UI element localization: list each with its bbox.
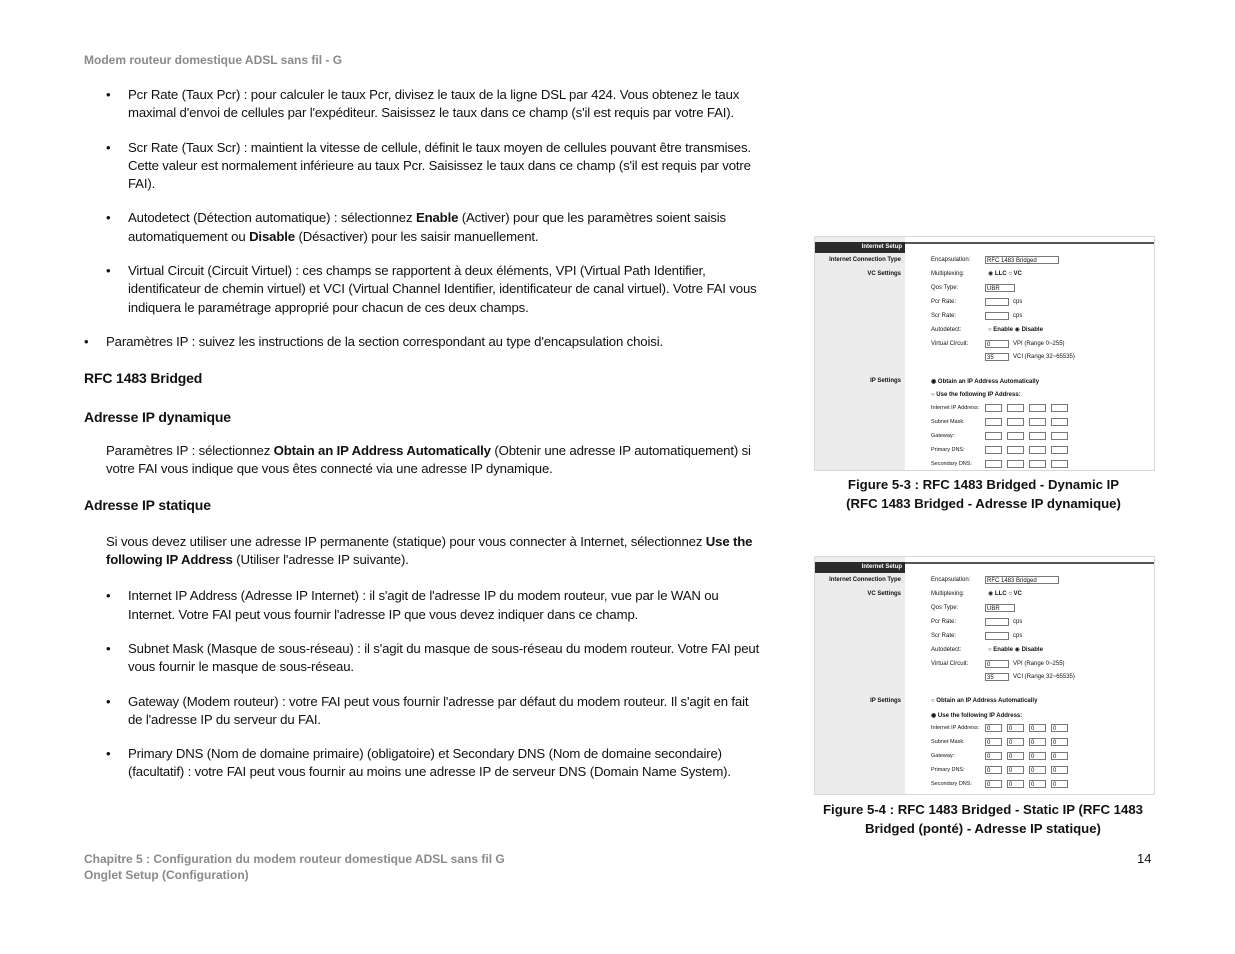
fig-field-label: Virtual Circuit: [931,341,969,347]
fig-topline [905,242,1154,244]
use-following-term: Use the following IP Address [106,533,753,568]
fig-field-label: Encapsulation: [931,257,971,263]
heading-rfc1483: RFC 1483 Bridged [84,370,203,387]
fig-ip-octet-input[interactable] [1029,432,1046,440]
vc-label: VC [1013,271,1022,277]
fig-ip-octet-input[interactable]: 0 [1051,766,1068,774]
fig-ip-octet-input[interactable]: 0 [985,766,1002,774]
footer [84,851,505,883]
caption-4-line2: Bridged (ponté) - Adresse IP statique) [865,821,1101,836]
llc-label: LLC [994,271,1007,277]
fig-ip-label: Subnet Mask: [931,739,965,745]
dyn-pre: Paramètres IP : sélectionnez [106,442,274,458]
obtain-label: Obtain an IP Address Automatically [937,379,1040,385]
fig-ip-octet-input[interactable] [1007,404,1024,412]
fig-cps-label: cps [1013,313,1023,319]
fig-tab-internet-setup: Internet Setup [815,562,905,573]
fig-ip-octet-input[interactable] [1051,418,1068,426]
fig-ip-octet-input[interactable]: 0 [1007,724,1024,732]
obtain-label: Obtain an IP Address Automatically [936,698,1038,704]
fig-ip-octet-input[interactable]: 0 [1051,738,1068,746]
fig-ip-octet-input[interactable] [985,460,1002,468]
figure-5-3-caption [814,475,1153,513]
autodetect-pre: Autodetect (Détection automatique) : sélectionnez [128,210,416,226]
vc-label: VC [1013,591,1022,597]
fig-cps-label: cps [1013,299,1023,305]
autodetect-post: (Désactiver) pour les saisir manuellement. [294,228,539,244]
static-ip-paragraph [106,533,760,570]
fig-ip-octet-input[interactable] [985,446,1002,454]
dyn-post: (Obtenir une adresse IP automatiquement) si votre FAI vous indique que vous êtes connecté via une adresse IP dynamique. [106,442,751,477]
fig-ip-octet-input[interactable] [1051,446,1068,454]
running-header: Modem routeur domestique ADSL sans fil - G [84,53,343,67]
fig-ip-label: Gateway: [931,433,955,439]
fig-field-label: Encapsulation: [931,577,971,583]
enable-label: Enable [993,327,1013,333]
fig-ip-label: Subnet Mask: [931,419,965,425]
stat-post: (Utiliser l'adresse IP suivante). [232,552,409,568]
fig-cps-label: cps [1013,633,1023,639]
fig-ip-label: Secondary DNS: [931,781,972,787]
fig-ip-octet-input[interactable] [1029,460,1046,468]
fig-label-vc-settings: VC Settings [867,591,901,597]
fig-ip-octet-input[interactable] [1007,460,1024,468]
fig-obtain-radio[interactable]: ◉ Obtain an IP Address Automatically [931,379,1040,385]
bullet-gateway: • Gateway (Modem routeur) : votre FAI peut vous fournir l'adresse par défaut du modem routeur. Il s'agit en fait de l'adresse IP du serveur du FAI. [106,693,760,730]
fig-multiplexing-radios[interactable]: ◉ LLC ○ VC [988,591,1022,597]
fig-autodetect-radios[interactable]: ○ Enable ◉ Disable [988,647,1043,653]
enable-label: Enable [993,647,1013,653]
main-text [84,86,760,798]
fig-ip-octet-input[interactable] [1051,460,1068,468]
fig-field-label: Qos Type: [931,605,959,611]
fig-ip-octet-input[interactable]: 0 [985,724,1002,732]
fig-field-label: Autodetect: [931,327,962,333]
fig-ip-label: Internet IP Address: [931,405,980,411]
fig-tab-internet-setup: Internet Setup [815,242,905,253]
fig-vpi-range: VPI (Range 0~255) [1013,661,1065,667]
obtain-term: Obtain an IP Address Automatically [273,442,491,458]
fig-field-label: Multiplexing: [931,271,965,277]
caption-4-line1: Figure 5-4 : RFC 1483 Bridged - Static IP (RFC 1483 [822,802,1143,817]
stat-pre: Si vous devez utiliser une adresse IP permanente (statique) pour vous connecter à Internet, sélectionnez [106,533,706,549]
caption-3-line2: (RFC 1483 Bridged - Adresse IP dynamique) [846,496,1121,511]
disable-term: Disable [249,228,295,244]
figure-5-4-screenshot [814,556,1155,795]
fig-vci-input[interactable]: 35 [985,673,1009,681]
disable-label: Disable [1021,647,1043,653]
fig-ip-octet-input[interactable]: 0 [985,738,1002,746]
fig-ip-octet-input[interactable] [985,432,1002,440]
fig-field-label: Qos Type: [931,285,959,291]
llc-label: LLC [994,591,1007,597]
caption-3-line1: Figure 5-3 : RFC 1483 Bridged - Dynamic IP [847,477,1120,492]
use-following-label: Use the following IP Address: [937,713,1023,719]
fig-ip-octet-input[interactable]: 0 [1029,766,1046,774]
fig-obtain-radio[interactable]: ○ Obtain an IP Address Automatically [931,698,1038,704]
fig-vpi-range: VPI (Range 0~255) [1013,341,1065,347]
fig-encapsulation-select[interactable]: RFC 1483 Bridged [985,256,1059,264]
fig-topline [905,562,1154,564]
fig-pcr-input[interactable] [985,618,1009,626]
fig-ip-octet-input[interactable] [1007,432,1024,440]
dynamic-ip-paragraph [106,442,760,479]
figure-5-3-screenshot [814,236,1155,471]
fig-ip-octet-input[interactable] [985,418,1002,426]
fig-cps-label: cps [1013,619,1023,625]
fig-use-following-radio[interactable]: ◉ Use the following IP Address: [931,713,1023,719]
fig-ip-label: Gateway: [931,753,955,759]
fig-ip-octet-input[interactable]: 0 [985,752,1002,760]
fig-ip-octet-input[interactable]: 0 [1007,738,1024,746]
page-number: 14 [1137,851,1152,866]
fig-label-ip-settings: IP Settings [870,378,901,384]
fig-ip-octet-input[interactable] [1029,418,1046,426]
fig-vpi-input[interactable]: 0 [985,660,1009,668]
fig-vci-input[interactable]: 35 [985,353,1009,361]
heading-dynamic-ip: Adresse IP dynamique [84,408,231,425]
fig-ip-octet-input[interactable]: 0 [1007,766,1024,774]
figure-5-4-caption [810,800,1156,838]
fig-field-label: Scr Rate: [931,633,957,639]
fig-qos-select[interactable]: UBR [985,604,1015,612]
fig-ip-octet-input[interactable] [985,404,1002,412]
bullet-ip-params: • Paramètres IP : suivez les instructions de la section correspondant au type d'encapsulation choisi. [84,333,760,351]
fig-scr-input[interactable] [985,312,1009,320]
bullet-pcr: • Pcr Rate (Taux Pcr) : pour calculer le taux Pcr, divisez le taux de la ligne DSL par 424. Vous obtenez le taux maximal d'envoi de cellules par l'expéditeur. Saisissez le taux dans ce champ (s'il est requis par votre FAI). [106,86,760,123]
bullet-virtual-circuit: • Virtual Circuit (Circuit Virtuel) : ces champs se rapportent à deux éléments, VPI (Virtual Path Identifier, identificateur de chemin virtuel) et VCI (Virtual Channel Identifier, identificateur de canal virtuel). Votre FAI vous indiquera le paramétrage approprié pour chacun de ces deux champs. [106,262,760,317]
fig-ip-octet-input[interactable] [1007,418,1024,426]
bullet-internet-ip: • Internet IP Address (Adresse IP Internet) : il s'agit de l'adresse IP du modem routeur, vue par le WAN ou Internet. Votre FAI peut vous fournir l'adresse IP que vous devez indiquer dans ce champ. [106,587,760,624]
fig-ip-label: Primary DNS: [931,447,965,453]
bullet-autodetect [106,209,760,246]
fig-ip-label: Primary DNS: [931,767,965,773]
fig-pcr-input[interactable] [985,298,1009,306]
fig-ip-octet-input[interactable] [1007,446,1024,454]
heading-static-ip: Adresse IP statique [84,497,211,514]
fig-ip-octet-input[interactable] [1051,432,1068,440]
bullet-scr: • Scr Rate (Taux Scr) : maintient la vitesse de cellule, définit le taux moyen de cellules pouvant être transmises. Cette valeur est normalement inférieure au taux Pcr. Saisissez le taux dans ce champ (s'il est requis par votre FAI). [106,139,760,194]
fig-ip-octet-input[interactable]: 0 [1051,780,1068,788]
fig-encapsulation-select[interactable]: RFC 1483 Bridged [985,576,1059,584]
fig-ip-octet-input[interactable]: 0 [1029,738,1046,746]
fig-label-connection-type: Internet Connection Type [829,257,901,263]
fig-ip-octet-input[interactable]: 0 [1051,724,1068,732]
fig-autodetect-radios[interactable]: ○ Enable ◉ Disable [988,327,1043,333]
fig-field-label: Autodetect: [931,647,962,653]
fig-vpi-input[interactable]: 0 [985,340,1009,348]
fig-ip-octet-input[interactable]: 0 [1029,724,1046,732]
enable-term: Enable [415,210,459,226]
fig-ip-label: Secondary DNS: [931,461,972,467]
autodetect-mid: (Activer) pour que les paramètres soient saisis automatiquement ou [128,210,726,244]
fig-vci-range: VCI (Range 32~65535) [1013,674,1075,680]
fig-ip-octet-input[interactable]: 0 [1051,752,1068,760]
fig-qos-select[interactable]: UBR [985,284,1015,292]
fig-ip-octet-input[interactable]: 0 [1029,780,1046,788]
fig-label-connection-type: Internet Connection Type [829,577,901,583]
fig-vci-range: VCI (Range 32~65535) [1013,354,1075,360]
disable-label: Disable [1021,327,1043,333]
fig-ip-octet-input[interactable]: 0 [1007,752,1024,760]
fig-scr-input[interactable] [985,632,1009,640]
fig-ip-octet-input[interactable] [1029,404,1046,412]
fig-multiplexing-radios[interactable]: ◉ LLC ○ VC [988,271,1022,277]
fig-use-following-radio[interactable]: ○ Use the following IP Address: [931,392,1021,398]
fig-ip-octet-input[interactable] [1051,404,1068,412]
fig-ip-octet-input[interactable]: 0 [1007,780,1024,788]
fig-ip-octet-input[interactable]: 0 [1029,752,1046,760]
fig-field-label: Pcr Rate: [931,619,957,625]
bullet-dns: • Primary DNS (Nom de domaine primaire) (obligatoire) et Secondary DNS (Nom de domaine secondaire) (facultatif) : votre FAI peut vous fournir au moins une adresse IP de serveur DNS (Domain Name System). [106,745,760,782]
fig-field-label: Pcr Rate: [931,299,957,305]
fig-field-label: Multiplexing: [931,591,965,597]
fig-ip-octet-input[interactable] [1029,446,1046,454]
use-following-label: Use the following IP Address: [936,392,1021,398]
bullet-subnet: • Subnet Mask (Masque de sous-réseau) : il s'agit du masque de sous-réseau du modem routeur. Votre FAI peut vous fournir le masque de sous-réseau. [106,640,760,677]
footer-chapter: Chapitre 5 : Configuration du modem routeur domestique ADSL sans fil G [84,852,505,866]
fig-field-label: Scr Rate: [931,313,957,319]
footer-section: Onglet Setup (Configuration) [84,868,249,882]
fig-field-label: Virtual Circuit: [931,661,969,667]
fig-label-ip-settings: IP Settings [870,698,901,704]
fig-ip-label: Internet IP Address: [931,725,980,731]
fig-label-vc-settings: VC Settings [867,271,901,277]
fig-ip-octet-input[interactable]: 0 [985,780,1002,788]
